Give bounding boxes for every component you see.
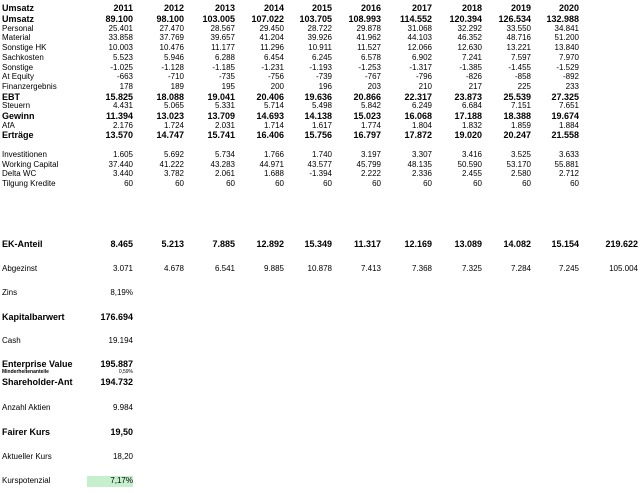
table-cell[interactable]: 6.578 <box>360 52 381 62</box>
cash-value[interactable]: 19.194 <box>108 336 133 345</box>
table-cell[interactable]: 14.138 <box>304 111 332 121</box>
table-cell[interactable]: 10.911 <box>308 43 332 53</box>
row-label[interactable]: Kurspotenzial <box>2 476 51 485</box>
row-label[interactable]: EK-Anteil <box>2 239 43 249</box>
table-cell[interactable]: 41.962 <box>356 33 381 43</box>
table-cell[interactable]: 7.597 <box>510 52 531 62</box>
row-label[interactable]: Steuern <box>2 101 31 111</box>
table-cell[interactable]: 89.100 <box>105 14 133 24</box>
table-cell[interactable]: -663 <box>116 72 133 82</box>
enterprise-value[interactable]: 195.887 <box>100 359 133 369</box>
table-cell[interactable]: 55.881 <box>554 159 579 169</box>
kurspotenzial-row <box>0 476 643 486</box>
table-cell[interactable]: 195 <box>221 81 235 91</box>
enterprise-value-row <box>0 359 643 369</box>
table-cell[interactable]: 60 <box>423 178 432 188</box>
table-cell[interactable]: 1.832 <box>461 120 482 130</box>
table-cell[interactable]: 16.068 <box>404 111 432 121</box>
table-cell[interactable]: 1.859 <box>510 120 531 130</box>
shareholder-value[interactable]: 194.732 <box>100 377 133 387</box>
table-cell[interactable]: 2.222 <box>360 169 381 179</box>
table-cell[interactable]: 6.454 <box>263 52 284 62</box>
table-cell[interactable]: 11.296 <box>260 43 284 53</box>
table-cell[interactable]: 5.065 <box>163 101 184 111</box>
table-cell[interactable]: 103.005 <box>202 14 235 24</box>
table-cell[interactable]: 10.476 <box>159 43 184 53</box>
table-cell[interactable]: 29.450 <box>259 23 284 33</box>
table-cell[interactable]: 60 <box>372 178 381 188</box>
table-cell[interactable]: 16.797 <box>353 130 381 141</box>
year-cell[interactable]: 2017 <box>411 3 432 13</box>
row-label[interactable]: AfA <box>2 120 15 130</box>
row-label[interactable]: Kapitalbarwert <box>2 312 65 322</box>
table-cell[interactable]: 1.774 <box>360 120 381 130</box>
table-cell[interactable]: 6.245 <box>311 52 332 62</box>
table-cell[interactable]: 132.988 <box>546 14 579 24</box>
table-cell[interactable]: 20.406 <box>256 91 284 102</box>
table-cell[interactable]: 200 <box>270 81 284 91</box>
table-cell[interactable]: -739 <box>315 72 332 82</box>
kurspotenzial-value[interactable]: 7,17% <box>110 476 133 485</box>
table-cell[interactable]: 225 <box>517 81 531 91</box>
table-cell[interactable]: 7.245 <box>558 264 579 273</box>
table-cell[interactable]: 3.071 <box>112 264 133 273</box>
table-cell[interactable]: 3.525 <box>510 149 531 159</box>
table-cell[interactable]: -767 <box>364 72 381 82</box>
table-cell[interactable]: 41.204 <box>259 33 284 43</box>
year-cell[interactable]: 2016 <box>360 3 381 13</box>
table-cell[interactable]: 217 <box>468 81 482 91</box>
abgezinst-row <box>0 264 643 274</box>
table-cell[interactable]: 21.558 <box>551 130 579 141</box>
table-cell[interactable]: 108.993 <box>348 14 381 24</box>
table-cell[interactable]: 5.714 <box>263 101 284 111</box>
year-cell[interactable]: 2014 <box>263 3 284 13</box>
row-label[interactable]: Cash <box>2 336 21 345</box>
table-cell[interactable]: 4.678 <box>163 264 184 273</box>
table-cell[interactable]: 28.722 <box>307 23 332 33</box>
table-cell[interactable]: 2.455 <box>461 169 482 179</box>
table-cell[interactable]: 4.431 <box>112 101 133 111</box>
table-cell[interactable]: 196 <box>318 81 332 91</box>
table-cell[interactable]: 126.534 <box>498 14 531 24</box>
table-row <box>0 169 643 179</box>
table-cell[interactable]: 3.416 <box>461 149 482 159</box>
table-cell[interactable]: 1.740 <box>311 149 332 159</box>
table-cell[interactable]: -796 <box>415 72 432 82</box>
table-cell[interactable]: -1.025 <box>110 62 133 72</box>
table-cell[interactable]: 189 <box>170 81 184 91</box>
table-cell[interactable]: 5.734 <box>214 149 235 159</box>
table-cell[interactable]: -1.185 <box>212 62 235 72</box>
table-cell[interactable]: 11.394 <box>105 111 133 121</box>
table-cell[interactable]: 60 <box>124 178 133 188</box>
header-row <box>0 3 643 13</box>
row-label[interactable]: Abgezinst <box>2 264 38 273</box>
table-cell[interactable]: 13.709 <box>207 111 235 121</box>
table-cell[interactable]: 32.292 <box>457 23 482 33</box>
table-cell[interactable]: 48.716 <box>506 33 531 43</box>
table-cell[interactable]: 15.023 <box>353 111 381 121</box>
row-label[interactable]: Aktueller Kurs <box>2 452 52 461</box>
row-label[interactable]: Tilgung Kredite <box>2 178 56 188</box>
table-cell[interactable]: 98.100 <box>156 14 184 24</box>
table-cell[interactable]: 6.249 <box>411 101 432 111</box>
table-cell[interactable]: 15.741 <box>207 130 235 141</box>
table-cell[interactable]: 120.394 <box>449 14 482 24</box>
table-cell[interactable]: 12.892 <box>256 239 284 249</box>
table-cell[interactable]: 11.317 <box>353 239 381 249</box>
table-cell[interactable]: 3.197 <box>360 149 381 159</box>
table-cell[interactable]: 28.567 <box>210 23 235 33</box>
table-cell[interactable]: -710 <box>167 72 184 82</box>
table-cell[interactable]: 33.858 <box>108 33 133 43</box>
table-cell[interactable]: 41.222 <box>159 159 184 169</box>
row-label[interactable]: Enterprise Value <box>2 359 73 369</box>
table-cell[interactable]: 13.570 <box>105 130 133 141</box>
table-cell[interactable]: 51.200 <box>554 33 579 43</box>
table-cell[interactable]: 19.674 <box>551 111 579 121</box>
table-cell[interactable]: 10.003 <box>108 43 133 53</box>
minderheiten-row <box>0 369 643 375</box>
table-cell[interactable]: 210 <box>418 81 432 91</box>
table-row <box>0 140 643 150</box>
table-cell[interactable]: 25.539 <box>503 91 531 102</box>
table-cell[interactable]: 178 <box>119 81 133 91</box>
table-cell[interactable]: 14.693 <box>256 111 284 121</box>
anzahl-aktien-value[interactable]: 9.984 <box>112 403 133 412</box>
zins-value[interactable]: 8,19% <box>110 288 133 297</box>
row-label[interactable]: EBT <box>2 91 20 102</box>
table-cell[interactable]: 1.804 <box>411 120 432 130</box>
row-label[interactable]: Sonstige HK <box>2 43 47 53</box>
table-cell[interactable]: 1.724 <box>163 120 184 130</box>
aktueller-kurs-row <box>0 452 643 462</box>
table-cell[interactable]: 33.550 <box>506 23 531 33</box>
table-cell[interactable]: 3.307 <box>411 149 432 159</box>
row-label[interactable]: Material <box>2 33 31 43</box>
table-cell[interactable]: 103.705 <box>299 14 332 24</box>
table-cell[interactable]: 60 <box>226 178 235 188</box>
minderheiten-value[interactable]: 0,59% <box>118 369 133 375</box>
table-cell[interactable]: 11.527 <box>357 43 381 53</box>
table-cell[interactable]: 2.336 <box>411 169 432 179</box>
table-cell[interactable]: -1.394 <box>309 169 332 179</box>
table-cell[interactable]: 44.103 <box>407 33 432 43</box>
table-cell[interactable]: 37.440 <box>108 159 133 169</box>
table-cell[interactable]: 5.213 <box>161 239 184 249</box>
table-cell[interactable]: 114.552 <box>399 14 432 24</box>
table-cell[interactable]: 5.842 <box>360 101 381 111</box>
table-cell[interactable]: 7.368 <box>411 264 432 273</box>
row-label[interactable]: Umsatz <box>2 14 35 24</box>
table-cell[interactable]: 233 <box>565 81 579 91</box>
table-cell[interactable]: 60 <box>473 178 482 188</box>
table-row <box>0 111 643 121</box>
table-cell[interactable]: 7.413 <box>360 264 381 273</box>
year-cell[interactable]: 2012 <box>163 3 184 13</box>
table-cell[interactable]: 5.498 <box>311 101 332 111</box>
table-cell[interactable]: -735 <box>218 72 235 82</box>
kapitalbarwert-value[interactable]: 176.694 <box>100 312 133 322</box>
row-label[interactable]: Fairer Kurs <box>2 427 51 437</box>
table-cell[interactable]: 6.902 <box>411 52 432 62</box>
table-cell[interactable]: 14.747 <box>156 130 184 141</box>
table-cell[interactable]: 48.135 <box>407 159 432 169</box>
table-row <box>0 24 643 34</box>
table-cell[interactable]: 2.580 <box>510 169 531 179</box>
table-cell[interactable]: 27.470 <box>159 23 184 33</box>
table-row <box>0 33 643 43</box>
table-cell[interactable]: 5.692 <box>163 149 184 159</box>
row-label[interactable]: Erträge <box>2 130 34 141</box>
table-cell[interactable]: 2.712 <box>558 169 579 179</box>
table-cell[interactable]: 12.630 <box>457 43 482 53</box>
table-row <box>0 160 643 170</box>
table-cell[interactable]: 2.176 <box>112 120 133 130</box>
table-cell[interactable]: 6.684 <box>461 101 482 111</box>
table-cell[interactable]: -1.231 <box>261 62 284 72</box>
table-cell[interactable]: -1.193 <box>309 62 332 72</box>
table-cell[interactable]: 6.288 <box>214 52 235 62</box>
table-cell[interactable]: 13.089 <box>454 239 482 249</box>
table-cell[interactable]: 29.878 <box>356 23 381 33</box>
table-cell[interactable]: 39.926 <box>307 33 332 43</box>
table-cell[interactable]: 2.031 <box>214 120 235 130</box>
row-label[interactable]: Sonstige <box>2 62 34 72</box>
row-label[interactable]: Minderheitenanteile <box>2 369 49 375</box>
row-label[interactable]: Finanzergebnis <box>2 81 57 91</box>
table-cell[interactable]: -1.317 <box>409 62 432 72</box>
table-cell[interactable]: 23.873 <box>454 91 482 102</box>
table-cell[interactable]: 31.068 <box>407 23 432 33</box>
table-cell[interactable]: 13.023 <box>156 111 184 121</box>
table-cell[interactable]: 46.352 <box>457 33 482 43</box>
table-cell[interactable]: 107.022 <box>251 14 284 24</box>
table-cell[interactable]: 15.154 <box>551 239 579 249</box>
table-cell[interactable]: 3.633 <box>558 149 579 159</box>
table-cell[interactable]: 7.325 <box>461 264 482 273</box>
table-row <box>0 92 643 102</box>
table-cell[interactable]: 27.325 <box>551 91 579 102</box>
table-cell[interactable]: -1.253 <box>358 62 381 72</box>
table-cell[interactable]: 20.247 <box>503 130 531 141</box>
table-cell[interactable]: 5.946 <box>163 52 184 62</box>
table-cell[interactable]: 8.465 <box>110 239 133 249</box>
fairer-kurs-row <box>0 427 643 437</box>
table-cell[interactable]: 60 <box>570 178 579 188</box>
table-cell[interactable]: 60 <box>175 178 184 188</box>
table-cell[interactable]: 53.170 <box>506 159 531 169</box>
table-cell[interactable]: 7.241 <box>461 52 482 62</box>
table-cell[interactable]: -826 <box>465 72 482 82</box>
table-cell[interactable]: 16.406 <box>256 130 284 141</box>
table-cell[interactable]: -1.529 <box>556 62 579 72</box>
row-label[interactable]: Shareholder-Ant <box>2 377 73 387</box>
table-cell[interactable]: 9.885 <box>263 264 284 273</box>
table-cell[interactable]: 7.885 <box>212 239 235 249</box>
table-row <box>0 43 643 53</box>
table-cell[interactable]: 12.066 <box>407 43 432 53</box>
table-cell[interactable]: 7.151 <box>510 101 531 111</box>
row-label[interactable]: Personal <box>2 23 34 33</box>
table-cell[interactable]: 44.971 <box>259 159 284 169</box>
table-cell[interactable]: 1.714 <box>263 120 284 130</box>
table-cell[interactable]: 18.388 <box>503 111 531 121</box>
table-cell[interactable]: 19.041 <box>207 91 235 102</box>
table-cell[interactable]: 20.866 <box>353 91 381 102</box>
table-cell[interactable]: 15.825 <box>105 91 133 102</box>
table-cell[interactable]: 5.523 <box>112 52 133 62</box>
table-cell[interactable]: 7.651 <box>558 101 579 111</box>
table-cell[interactable]: 19.636 <box>304 91 332 102</box>
table-cell[interactable]: 17.188 <box>454 111 482 121</box>
table-cell[interactable]: 60 <box>323 178 332 188</box>
table-cell[interactable]: 10.878 <box>307 264 332 273</box>
table-cell[interactable]: 37.769 <box>159 33 184 43</box>
table-cell[interactable]: -892 <box>562 72 579 82</box>
row-label[interactable]: Delta WC <box>2 169 37 179</box>
table-cell[interactable]: 2.061 <box>214 169 235 179</box>
kapitalbarwert-row <box>0 312 643 322</box>
row-label[interactable]: Zins <box>2 288 18 297</box>
cash-row <box>0 336 643 346</box>
table-cell[interactable]: 34.841 <box>554 23 579 33</box>
table-cell[interactable]: 1.617 <box>311 120 332 130</box>
table-row <box>0 101 643 111</box>
table-cell[interactable]: 60 <box>522 178 531 188</box>
row-label[interactable]: Anzahl Aktien <box>2 403 51 412</box>
table-cell[interactable]: 203 <box>367 81 381 91</box>
row-label[interactable]: Gewinn <box>2 111 35 121</box>
aktueller-kurs-value[interactable]: 18,20 <box>112 452 133 461</box>
table-cell[interactable]: 19.020 <box>454 130 482 141</box>
year-cell[interactable]: 2019 <box>510 3 531 13</box>
table-cell[interactable]: 60 <box>275 178 284 188</box>
year-cell[interactable]: 2013 <box>214 3 235 13</box>
table-cell[interactable]: 1.605 <box>112 149 133 159</box>
table-row <box>0 150 643 160</box>
table-cell[interactable]: -756 <box>267 72 284 82</box>
year-cell[interactable]: 2011 <box>113 3 133 13</box>
table-cell[interactable]: 15.756 <box>304 130 332 141</box>
year-cell[interactable]: 2015 <box>311 3 332 13</box>
table-row <box>0 82 643 92</box>
table-cell[interactable]: 1.688 <box>263 169 284 179</box>
table-cell[interactable]: 39.657 <box>210 33 235 43</box>
year-cell[interactable]: 2020 <box>558 3 579 13</box>
anzahl-aktien-row <box>0 403 643 413</box>
table-cell[interactable]: 25.401 <box>108 23 133 33</box>
row-label[interactable]: At Equity <box>2 72 35 82</box>
table-cell[interactable]: 12.169 <box>404 239 432 249</box>
table-cell[interactable]: 18.088 <box>156 91 184 102</box>
table-cell[interactable]: 13.221 <box>506 43 531 53</box>
ek-anteil-row <box>0 239 643 249</box>
table-row <box>0 130 643 140</box>
header-label[interactable]: Umsatz <box>2 3 35 13</box>
table-cell[interactable]: -858 <box>514 72 531 82</box>
table-row <box>0 72 643 82</box>
table-cell[interactable]: 11.177 <box>211 43 235 53</box>
row-label[interactable]: Sachkosten <box>2 52 44 62</box>
table-cell[interactable]: 50.590 <box>457 159 482 169</box>
table-cell[interactable]: -1.455 <box>508 62 531 72</box>
table-cell[interactable]: 15.349 <box>304 239 332 249</box>
table-cell[interactable]: 3.782 <box>163 169 184 179</box>
table-cell[interactable]: 5.331 <box>214 101 235 111</box>
table-cell[interactable]: -1.128 <box>161 62 184 72</box>
zins-row <box>0 288 643 298</box>
table-cell[interactable]: 43.577 <box>307 159 332 169</box>
table-row <box>0 121 643 131</box>
table-cell[interactable]: 3.440 <box>112 169 133 179</box>
table-cell[interactable]: 6.541 <box>214 264 235 273</box>
table-row <box>0 53 643 63</box>
row-label[interactable]: Investitionen <box>2 149 47 159</box>
table-row <box>0 179 643 189</box>
year-cell[interactable]: 2018 <box>461 3 482 13</box>
table-cell[interactable]: 14.082 <box>503 239 531 249</box>
table-cell[interactable]: 22.317 <box>404 91 432 102</box>
row-label[interactable]: Working Capital <box>2 159 59 169</box>
table-row <box>0 63 643 73</box>
table-cell[interactable]: 17.872 <box>404 130 432 141</box>
table-cell[interactable]: 43.283 <box>210 159 235 169</box>
shareholder-row <box>0 377 643 387</box>
table-cell[interactable]: 45.799 <box>356 159 381 169</box>
table-cell[interactable]: 105.004 <box>609 264 638 273</box>
table-cell[interactable]: 7.284 <box>510 264 531 273</box>
table-row <box>0 14 643 24</box>
table-cell[interactable]: 13.840 <box>554 43 579 53</box>
table-cell[interactable]: 1.766 <box>263 149 284 159</box>
fairer-kurs-value[interactable]: 19,50 <box>110 427 133 437</box>
table-cell[interactable]: 7.970 <box>558 52 579 62</box>
table-cell[interactable]: 1.884 <box>558 120 579 130</box>
table-cell[interactable]: -1.385 <box>459 62 482 72</box>
table-cell[interactable]: 219.622 <box>605 239 638 249</box>
